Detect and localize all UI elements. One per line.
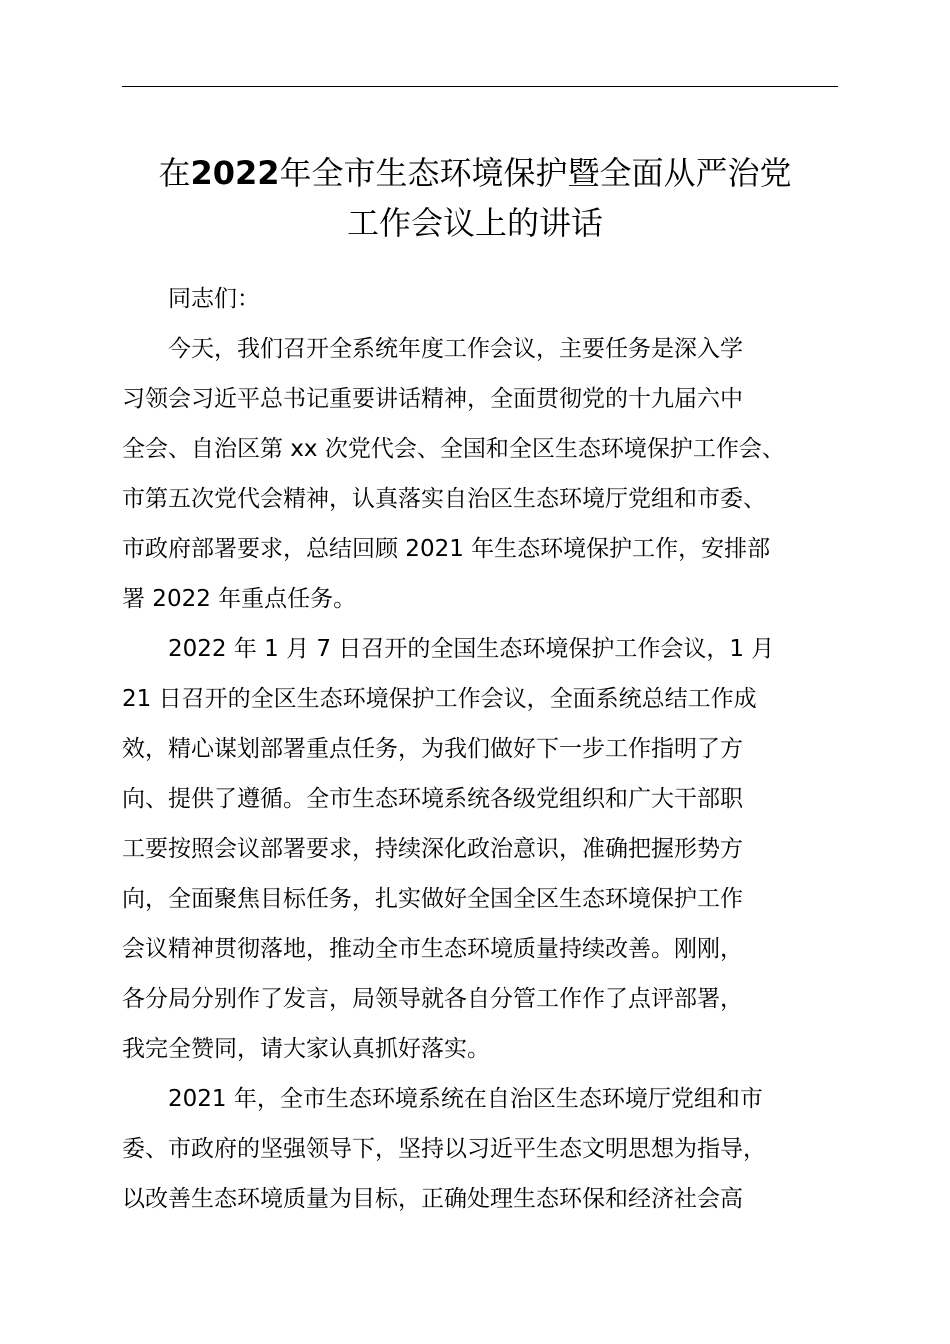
page-title — [100, 148, 850, 248]
title-year: 2022 — [190, 154, 280, 192]
paragraph-line: 向，全面聚焦目标任务，扎实做好全国全区生态环境保护工作 — [122, 886, 743, 912]
document-body — [122, 274, 842, 1224]
paragraph-line: 2021 年，全市生态环境系统在自治区生态环境厅党组和市 — [168, 1086, 763, 1112]
paragraph-line: 习领会习近平总书记重要讲话精神，全面贯彻党的十九届六中 — [122, 386, 743, 412]
paragraph-line: 各分局分别作了发言，局领导就各自分管工作作了点评部署， — [122, 986, 743, 1012]
paragraph-3 — [122, 1074, 842, 1224]
paragraph-line: 署 2022 年重点任务。 — [122, 586, 357, 612]
header-rule — [122, 86, 838, 87]
paragraph-line: 向、提供了遵循。全市生态环境系统各级党组织和广大干部职 — [122, 786, 743, 812]
paragraph-line: 会议精神贯彻落地，推动全市生态环境质量持续改善。刚刚， — [122, 936, 743, 962]
salutation — [122, 274, 842, 324]
paragraph-line: 效，精心谋划部署重点任务，为我们做好下一步工作指明了方 — [122, 736, 743, 762]
title-prefix: 在 — [158, 154, 191, 192]
paragraph-line: 以改善生态环境质量为目标，正确处理生态环保和经济社会高 — [122, 1186, 743, 1212]
paragraph-line: 市第五次党代会精神，认真落实自治区生态环境厅党组和市委、 — [122, 486, 766, 512]
paragraph-1 — [122, 324, 842, 624]
paragraph-line: 委、市政府的坚强领导下，坚持以习近平生态文明思想为指导， — [122, 1136, 766, 1162]
salutation-text: 同志们： — [168, 286, 260, 312]
paragraph-line: 全会、自治区第 xx 次党代会、全国和全区生态环境保护工作会、 — [122, 436, 785, 462]
paragraph-line: 市政府部署要求，总结回顾 2021 年生态环境保护工作，安排部 — [122, 536, 771, 562]
paragraph-line: 21 日召开的全区生态环境保护工作会议，全面系统总结工作成 — [122, 686, 757, 712]
paragraph-line: 我完全赞同，请大家认真抓好落实。 — [122, 1036, 490, 1062]
paragraph-line: 今天，我们召开全系统年度工作会议，主要任务是深入学 — [168, 336, 743, 362]
title-line-2: 工作会议上的讲话 — [346, 204, 603, 242]
title-line-1 — [100, 148, 850, 198]
paragraph-line: 2022 年 1 月 7 日召开的全国生态环境保护工作会议，1 月 — [168, 636, 775, 662]
paragraph-2 — [122, 624, 842, 1074]
paragraph-line: 工要按照会议部署要求，持续深化政治意识，准确把握形势方 — [122, 836, 743, 862]
title-line-1-rest: 年全市生态环境保护暨全面从严治党 — [279, 154, 792, 192]
